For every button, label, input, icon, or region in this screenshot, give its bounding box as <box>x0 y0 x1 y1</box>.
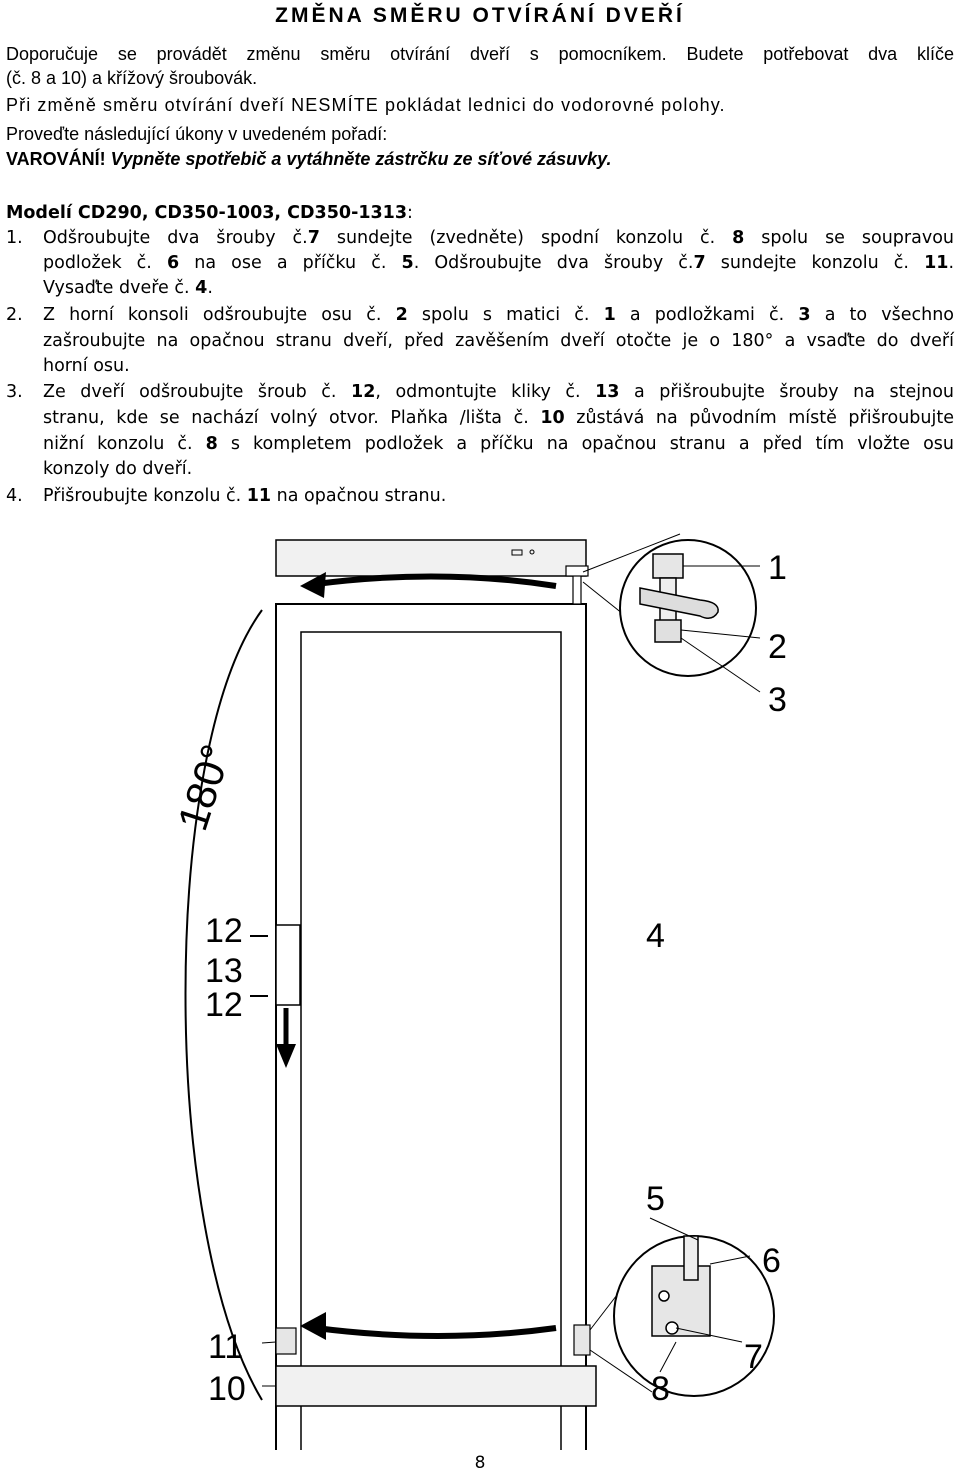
door-inner <box>301 632 561 1450</box>
step-line: Z horní konsoli odšroubujte osu č. 2 spolu s matici č. 1 a podložkami č. 3 a to všechno <box>43 305 954 325</box>
warning-text: Vypněte spotřebič a vytáhněte zástrčku ze síťové zásuvky. <box>105 149 612 169</box>
top-arrow-icon <box>316 576 556 586</box>
detail-nut-icon <box>653 554 683 578</box>
step-number: 1. <box>6 228 23 248</box>
step-number: 2. <box>6 305 23 325</box>
bottom-plate-10 <box>276 1366 596 1406</box>
bottom-right-bracket <box>574 1325 590 1355</box>
models-line <box>6 203 413 223</box>
step-line: nižní konzolu č. 8 s kompletem podložek a příčku na opačnou stranu a před tím vložte osu <box>43 434 954 454</box>
step-line: konzoly do dveří. <box>43 459 193 479</box>
callout-7: 7 <box>744 1338 763 1376</box>
page-number: 8 <box>474 1453 486 1473</box>
top-hinge-bar <box>276 540 586 576</box>
intro-line-3: Při změně směru otvírání dveří NESMÍTE pokládat lednici do vodorovné polohy. <box>6 95 726 115</box>
step-line: Odšroubujte dva šrouby č.7 sundejte (zvedněte) spodní konzolu č. 8 spolu se soupravou <box>43 228 954 248</box>
warning-label: VAROVÁNÍ! <box>6 149 106 169</box>
handle-icon <box>276 925 300 1005</box>
rotation-angle-label: 180° <box>168 738 240 837</box>
step-number: 4. <box>6 486 23 506</box>
step-line: stranu, kde se nachází volný otvor. Plaňka /lišta č. 10 zůstává na původním místě přišroubujte <box>43 408 954 428</box>
bottom-left-bracket <box>276 1328 296 1354</box>
bottom-pin-detail-icon <box>684 1236 698 1280</box>
callout-5: 5 <box>646 1180 665 1218</box>
step-number: 3. <box>6 382 23 402</box>
callout-6: 6 <box>762 1242 781 1280</box>
door-reversal-diagram <box>0 520 960 1450</box>
step-line: Ze dveří odšroubujte šroub č. 12, odmontujte kliky č. 13 a přišroubujte šrouby na stejnou <box>43 382 955 402</box>
callout-12-bottom: 12 <box>205 986 243 1024</box>
callout-13: 13 <box>205 952 243 990</box>
intro-line-1: Doporučuje se provádět změnu směru otvírání dveří s pomocníkem. Budete potřebovat dva klíče <box>6 44 954 64</box>
detail-washer-icon <box>655 620 681 642</box>
step-line: zašroubujte na opačnou stranu dveří, před zavěšením dveří otočte je o 180° a vsaďte do dveří <box>43 331 954 351</box>
models-colon: : <box>407 203 413 223</box>
callout-4: 4 <box>646 917 665 955</box>
callout-11: 11 <box>208 1328 244 1366</box>
step-line: Vysaďte dveře č. 4. <box>43 278 213 298</box>
callout-2: 2 <box>768 628 787 666</box>
step-line: horní osu. <box>43 356 130 376</box>
callout-12-top: 12 <box>205 912 243 950</box>
step-line: Přišroubujte konzolu č. 11 na opačnou stranu. <box>43 486 447 506</box>
callout-10: 10 <box>208 1370 246 1408</box>
page-title: ZMĚNA SMĚRU OTVÍRÁNÍ DVEŘÍ <box>275 4 685 27</box>
bottom-bracket-detail-icon <box>652 1266 710 1336</box>
callout-8: 8 <box>651 1370 670 1408</box>
step-line: podložek č. 6 na ose a příčku č. 5. Odšroubujte dva šrouby č.7 sundejte konzolu č. 11. <box>43 253 955 273</box>
intro-line-2: (č. 8 a 10) a křížový šroubovák. <box>6 68 258 88</box>
callout-1: 1 <box>768 549 787 587</box>
intro-line-4: Proveďte následující úkony v uvedeném pořadí: <box>6 124 388 144</box>
warning-line <box>6 149 612 170</box>
models-label: Modelí CD290, CD350-1003, CD350-1313 <box>6 203 408 223</box>
callout-3: 3 <box>768 681 787 719</box>
